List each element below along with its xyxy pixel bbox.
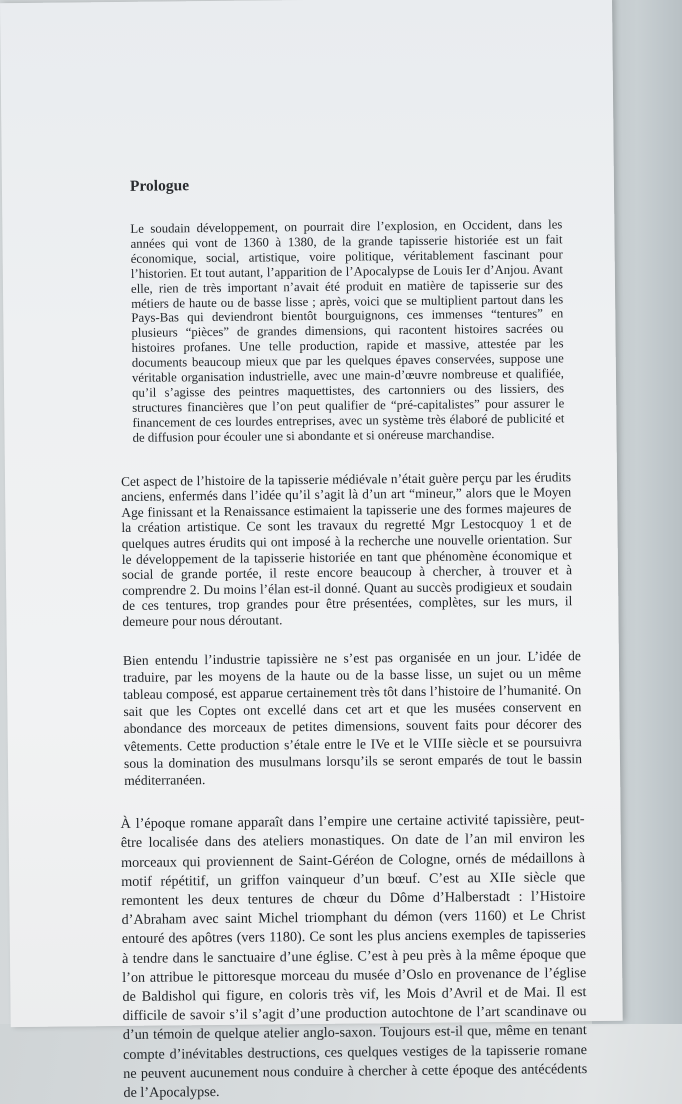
paragraph-4: À l’époque romane apparaît dans l’empire une certaine activité tapissière, peut-être localisée dans des ateliers monastiques. On date de l’an mil environ les morceaux qui proviennent de Saint-Géréon de Cologne, ornés de médaillons à motif répétitif, un griffon vainqueur d’un bœuf. C’est au XIIe siècle que remontent les deux tentures de chœur du Dôme d’Halberstadt : l’Histoire d’Abraham avec saint Michel triomphant du démon (vers 1160) et Le Christ entouré des apôtres (vers 1180). Ce sont les plus anciens exemples de tapisseries à tendre dans le sanctuaire d’une église. C’est à peu près à la même époque que l’on attribue le pittoresque morceau du musée d’Oslo en provenance de l’église de Baldishol qui figure, en coloris très vif, les Mois d’Avril et de Mai. Il est difficile de savoir s’il s’agit d’une production autochtone de l’art scandinave ou d’un témoin de quelque atelier anglo-saxon. Toujours est-il que, même en tenant compte d’inévitables destructions, ces quelques vestiges de la tapisserie romane ne peuvent aucunement nous conduire à chercher à cette époque des antécédents de l’Apocalypse. xyxy=(120,811,588,1101)
paragraph-1: Le soudain développement, on pourrait dire l’explosion, en Occident, dans les années qui vont de 1360 à 1380, de la grande tapisserie historiée est un fait économique, social, artistique, voire politique, véritablement fascinant pour l’historien. Et tout autant, l’apparition de l’Apocalypse de Louis Ier d’Anjou. Avant elle, rien de très important n’avait été produit en matière de tapisserie sur des métiers de haute ou de basse lisse ; après, voici que se multiplient partout dans les Pays-Bas qui deviendront bientôt bourguignons, ces immenses “tentures” en plusieurs “pièces” de grandes dimensions, qui racontent histoires sacrées ou histoires profanes. Une telle production, rapide et massive, attestée par les documents beaucoup mieux que par les quelques épaves conservées, suppose une véritable organisation industrielle, avec une main-d’œuvre nombreuse et qualifiée, qu’il s’agisse des peintres maquettistes, des cartonniers ou des lissiers, des structures financières que l’on peut qualifier de “pré-capitalistes” pour assurer le financement de ces lourdes entreprises, avec un système très élaboré de publicité et de diffusion pour écouler une si abondante et si onéreuse marchandise. xyxy=(130,217,565,445)
page-title: Prologue xyxy=(129,177,190,195)
paragraph-3: Bien entendu l’industrie tapissière ne s’est pas organisée en un jour. L’idée de traduire, par les moyens de la haute ou de la basse lisse, un sujet ou un même tableau composé, est apparue certainement très tôt dans l’histoire de l’humanité. On sait que les Coptes ont excellé dans cet art et que les musées conservent en abondance des morceaux de petites dimensions, souvent faits pour décorer des vêtements. Cette production s’étale entre le IVe et le VIIIe siècle et se poursuivra sous la domination des musulmans lorsqu’ils se seront emparés de tout le bassin méditerranéen. xyxy=(122,647,583,788)
paragraph-2: Cet aspect de l’histoire de la tapisserie médiévale n’était guère perçu par les érudits anciens, enfermés dans l’idée qu’il s’agit là d’un art “mineur,” alors que le Moyen Age finissant et la Renaissance estimaient la tapisserie une des formes majeures de la création artistique. Ce sont les travaux du regretté Mgr Lestocquoy 1 et de quelques autres érudits qui ont imposé à la recherche une nouvelle orientation. Sur le développement de la tapisserie historiée en tant que phénomène économique et social de grande portée, il reste encore beaucoup à chercher, à trouver et à comprendre 2. Du moins l’élan est-il donné. Quant au succès prodigieux et soudain de ces tentures, trop grandes pour être présentées, complètes, sur les murs, il demeure pour nous déroutant. xyxy=(120,468,573,629)
page-content xyxy=(110,173,588,1103)
